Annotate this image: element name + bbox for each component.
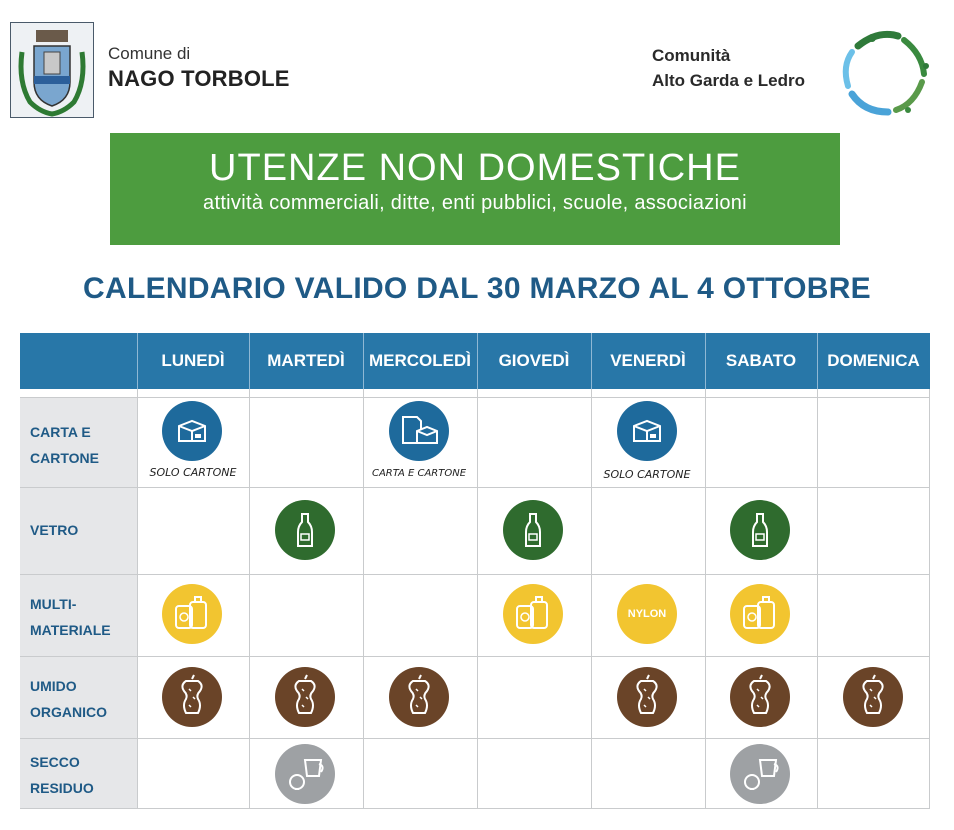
table-header-row: [20, 333, 930, 389]
day-header-lunedi: LUNEDÌ: [161, 351, 225, 370]
apple-core-icon: [275, 667, 335, 727]
apple-core-icon: [730, 667, 790, 727]
day-header-martedi: MARTEDÌ: [267, 351, 345, 370]
collection-calendar-table: [20, 333, 930, 809]
comunita-label: [652, 46, 805, 91]
calendar-title: CALENDARIO VALIDO DAL 30 MARZO AL 4 OTTOBRE: [83, 272, 871, 305]
day-header-giovedi: GIOVEDÌ: [498, 351, 570, 370]
comunita-line1: Comunità: [652, 46, 731, 65]
apple-core-icon: [162, 667, 222, 727]
comunita-logo: [838, 26, 934, 118]
residual-waste-icon: [730, 744, 790, 804]
category-banner: [110, 133, 840, 245]
comune-label: [108, 44, 290, 92]
bottle-icon: [275, 500, 335, 560]
day-header-venerdi: VENERDÌ: [610, 351, 686, 370]
box-icon: [162, 401, 222, 461]
caption-solo-cartone: SOLO CARTONE: [603, 468, 691, 481]
bottle-icon: [730, 500, 790, 560]
apple-core-icon: [389, 667, 449, 727]
row-label-umido: UMIDO ORGANICO: [30, 678, 107, 720]
apple-core-icon: [843, 667, 903, 727]
caption-solo-cartone: SOLO CARTONE: [149, 466, 237, 479]
row-label-vetro: VETRO: [30, 522, 79, 538]
banner-title: UTENZE NON DOMESTICHE: [209, 147, 741, 189]
day-header-domenica: DOMENICA: [827, 351, 920, 370]
bottle-icon: [503, 500, 563, 560]
day-header-sabato: SABATO: [725, 351, 797, 370]
caption-carta-cartone: CARTA E CARTONE: [371, 468, 467, 479]
apple-core-icon: [617, 667, 677, 727]
row-label-multimateriale: MULTI- MATERIALE: [30, 596, 111, 638]
comune-prefix: Comune di: [108, 44, 191, 63]
nago-torbole-crest: [10, 22, 94, 118]
residual-waste-icon: [275, 744, 335, 804]
row-label-secco: SECCO RESIDUO: [30, 754, 94, 796]
banner-subtitle: attività commerciali, ditte, enti pubblici, scuole, associazioni: [203, 192, 747, 214]
packaging-icon: [162, 584, 222, 644]
day-header-mercoledi: MERCOLEDÌ: [369, 351, 471, 370]
comunita-line2: Alto Garda e Ledro: [652, 71, 806, 90]
paper-and-box-icon: [389, 401, 449, 461]
row-label-carta: CARTA E CARTONE: [30, 424, 99, 466]
packaging-icon: [503, 584, 563, 644]
comune-name: NAGO TORBOLE: [108, 66, 290, 91]
box-icon: [617, 401, 677, 461]
nylon-badge: NYLON: [617, 584, 677, 644]
packaging-icon: [730, 584, 790, 644]
